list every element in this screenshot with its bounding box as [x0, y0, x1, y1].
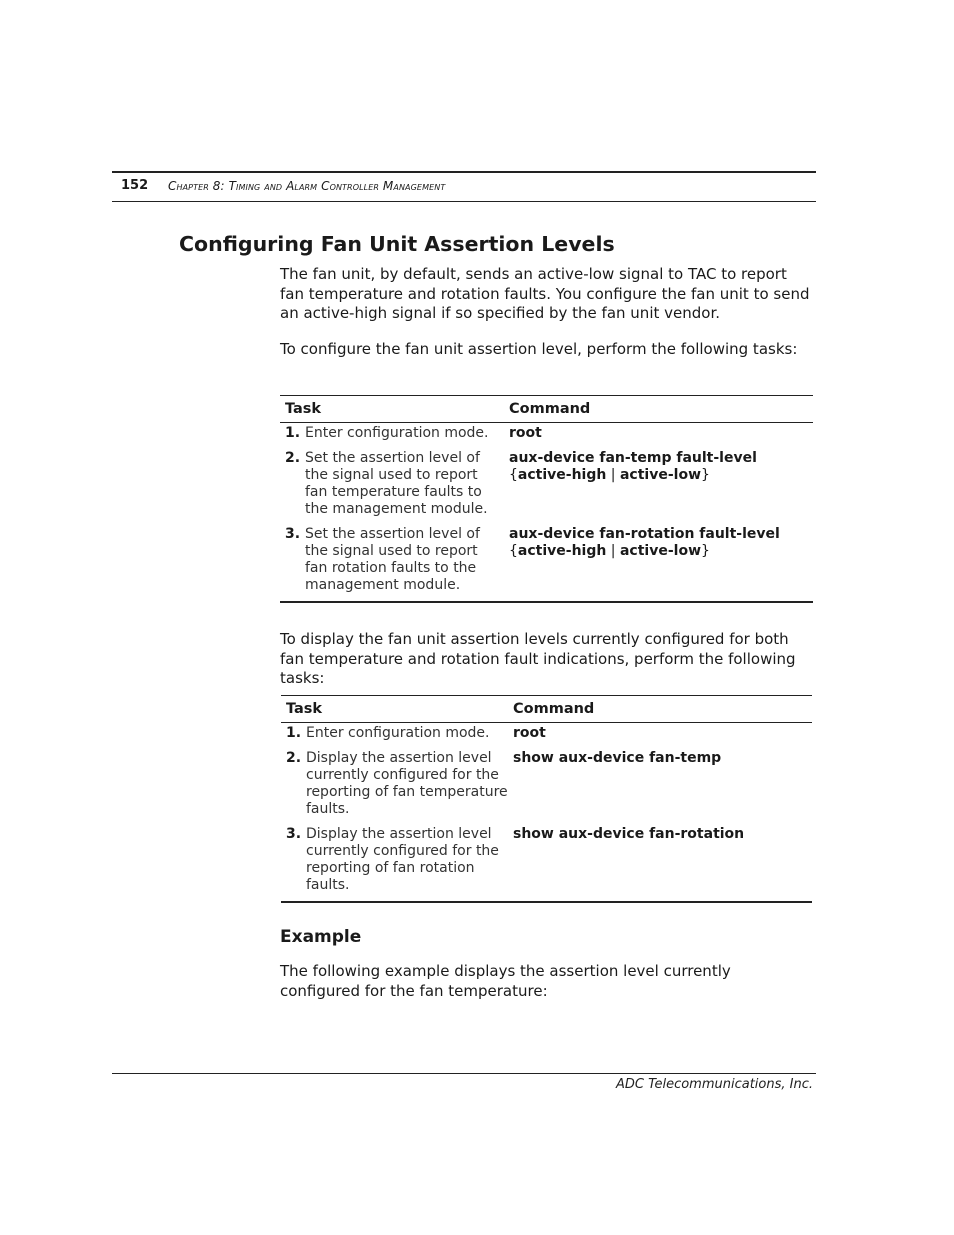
- configure-lead-paragraph: To configure the fan unit assertion level, perform the following tasks:: [280, 340, 798, 358]
- table-row: [281, 723, 812, 747]
- header-rule-top: [112, 171, 816, 173]
- example-paragraph: The following example displays the assertion level currently configured for the fan temperature:: [280, 962, 731, 1000]
- display-tasks-table: [281, 695, 812, 903]
- table-header-row: [280, 396, 813, 423]
- command-options: {active-high | active-low}: [509, 467, 710, 483]
- command-text: aux-device fan-rotation fault-level: [509, 526, 780, 542]
- task-text: Set the assertion level of the signal used to report fan rotation faults to the management module.: [305, 526, 480, 593]
- task-text: Set the assertion level of the signal used to report fan temperature faults to the management module.: [305, 450, 488, 517]
- step-number: 3.: [286, 826, 302, 842]
- command-text: root: [513, 725, 546, 741]
- command-text: aux-device fan-temp fault-level: [509, 450, 757, 466]
- command-column-header: Command: [513, 701, 595, 717]
- table-header-row: [281, 696, 812, 723]
- task-text: Enter configuration mode.: [306, 725, 490, 741]
- command-text: show aux-device fan-temp: [513, 750, 722, 766]
- table-row: [280, 522, 813, 602]
- option-active-high: active-high: [517, 543, 607, 559]
- command-text: root: [509, 425, 542, 441]
- page-number: 152: [121, 178, 149, 193]
- step-number: 2.: [286, 750, 302, 766]
- step-number: 2.: [285, 450, 301, 466]
- task-text: Display the assertion level currently configured for the reporting of fan temperature faults.: [306, 750, 508, 817]
- display-lead-paragraph: To display the fan unit assertion levels currently configured for both fan temperature and rotation fault indications, perform the following tasks:: [280, 630, 796, 687]
- command-text: show aux-device fan-rotation: [513, 826, 745, 842]
- table-row: [281, 822, 812, 902]
- section-title: Configuring Fan Unit Assertion Levels: [179, 232, 615, 256]
- step-number: 1.: [285, 425, 301, 441]
- task-column-header: Task: [286, 701, 323, 717]
- task-column-header: Task: [285, 401, 322, 417]
- footer-rule: [112, 1073, 816, 1074]
- option-active-high: active-high: [517, 467, 607, 483]
- footer-company: ADC Telecommunications, Inc.: [616, 1077, 813, 1092]
- example-heading: Example: [280, 927, 362, 947]
- table-row: [280, 446, 813, 522]
- intro-paragraph: The fan unit, by default, sends an active-low signal to TAC to report fan temperature and rotation faults. You configure the fan unit to send an active-high signal if so specified by the fan unit vendor.: [280, 265, 810, 322]
- table-row: [281, 746, 812, 822]
- command-column-header: Command: [509, 401, 591, 417]
- chapter-title: Chapter 8: Timing and Alarm Controller Management: [168, 179, 446, 193]
- table-row: [280, 423, 813, 447]
- option-active-low: active-low: [619, 467, 702, 483]
- step-number: 3.: [285, 526, 301, 542]
- step-number: 1.: [286, 725, 302, 741]
- configure-tasks-table: [280, 395, 813, 603]
- task-text: Enter configuration mode.: [305, 425, 489, 441]
- option-active-low: active-low: [619, 543, 702, 559]
- task-text: Display the assertion level currently configured for the reporting of fan rotation faults.: [306, 826, 499, 893]
- command-options: {active-high | active-low}: [509, 543, 710, 559]
- header-rule-bottom: [112, 201, 816, 202]
